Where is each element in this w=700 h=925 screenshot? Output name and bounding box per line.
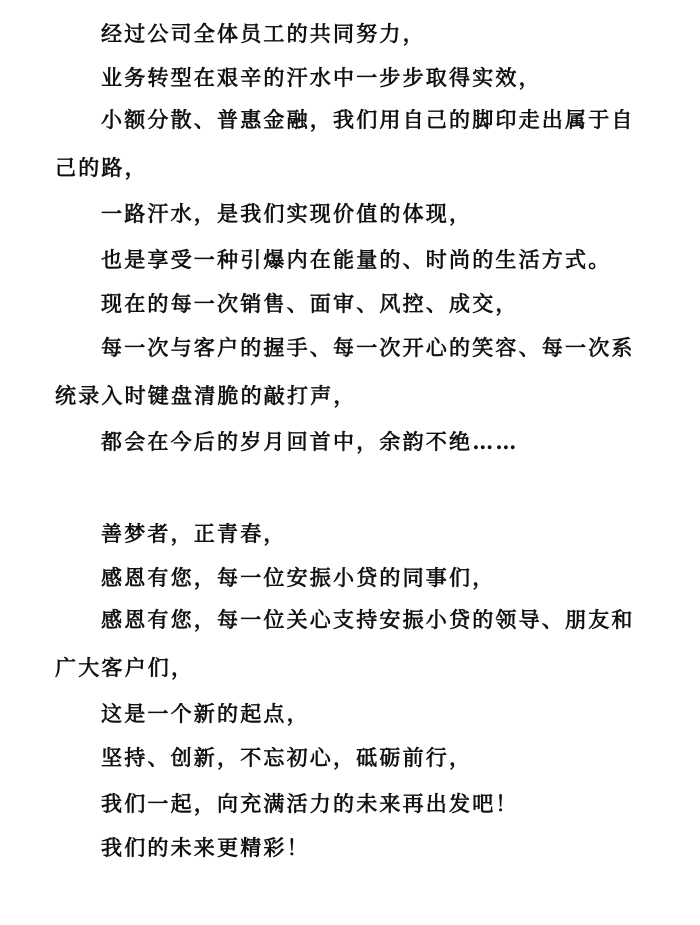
paragraph-15: 我们的未来更精彩！ [101, 835, 310, 860]
paragraph-14: 我们一起，向充满活力的未来再出发吧！ [101, 791, 519, 816]
paragraph-7: 每一次与客户的握手、每一次开心的笑容、每一次系统录入时键盘清脆的敲打声， [55, 335, 635, 408]
paragraph-2: 业务转型在艰辛的汗水中一步步取得实效， [101, 65, 542, 90]
paragraph-10: 感恩有您，每一位安振小贷的同事们， [101, 565, 496, 590]
paragraph-12: 这是一个新的起点， [101, 701, 310, 726]
paragraph-3: 小额分散、普惠金融，我们用自己的脚印走出属于自己的路， [55, 107, 635, 180]
paragraph-5: 也是享受一种引爆内在能量的、时尚的生活方式。 [101, 247, 612, 272]
paragraph-8: 都会在今后的岁月回首中，余韵不绝…… [101, 429, 519, 454]
paragraph-6: 现在的每一次销售、面审、风控、成交， [101, 291, 519, 316]
paragraph-9: 善梦者，正青春， [101, 521, 287, 546]
paragraph-1: 经过公司全体员工的共同努力， [101, 21, 426, 46]
paragraph-4: 一路汗水，是我们实现价值的体现， [101, 201, 473, 226]
paragraph-13: 坚持、创新，不忘初心，砥砺前行， [101, 745, 473, 770]
paragraph-11: 感恩有您，每一位关心支持安振小贷的领导、朋友和广大客户们， [55, 607, 635, 680]
